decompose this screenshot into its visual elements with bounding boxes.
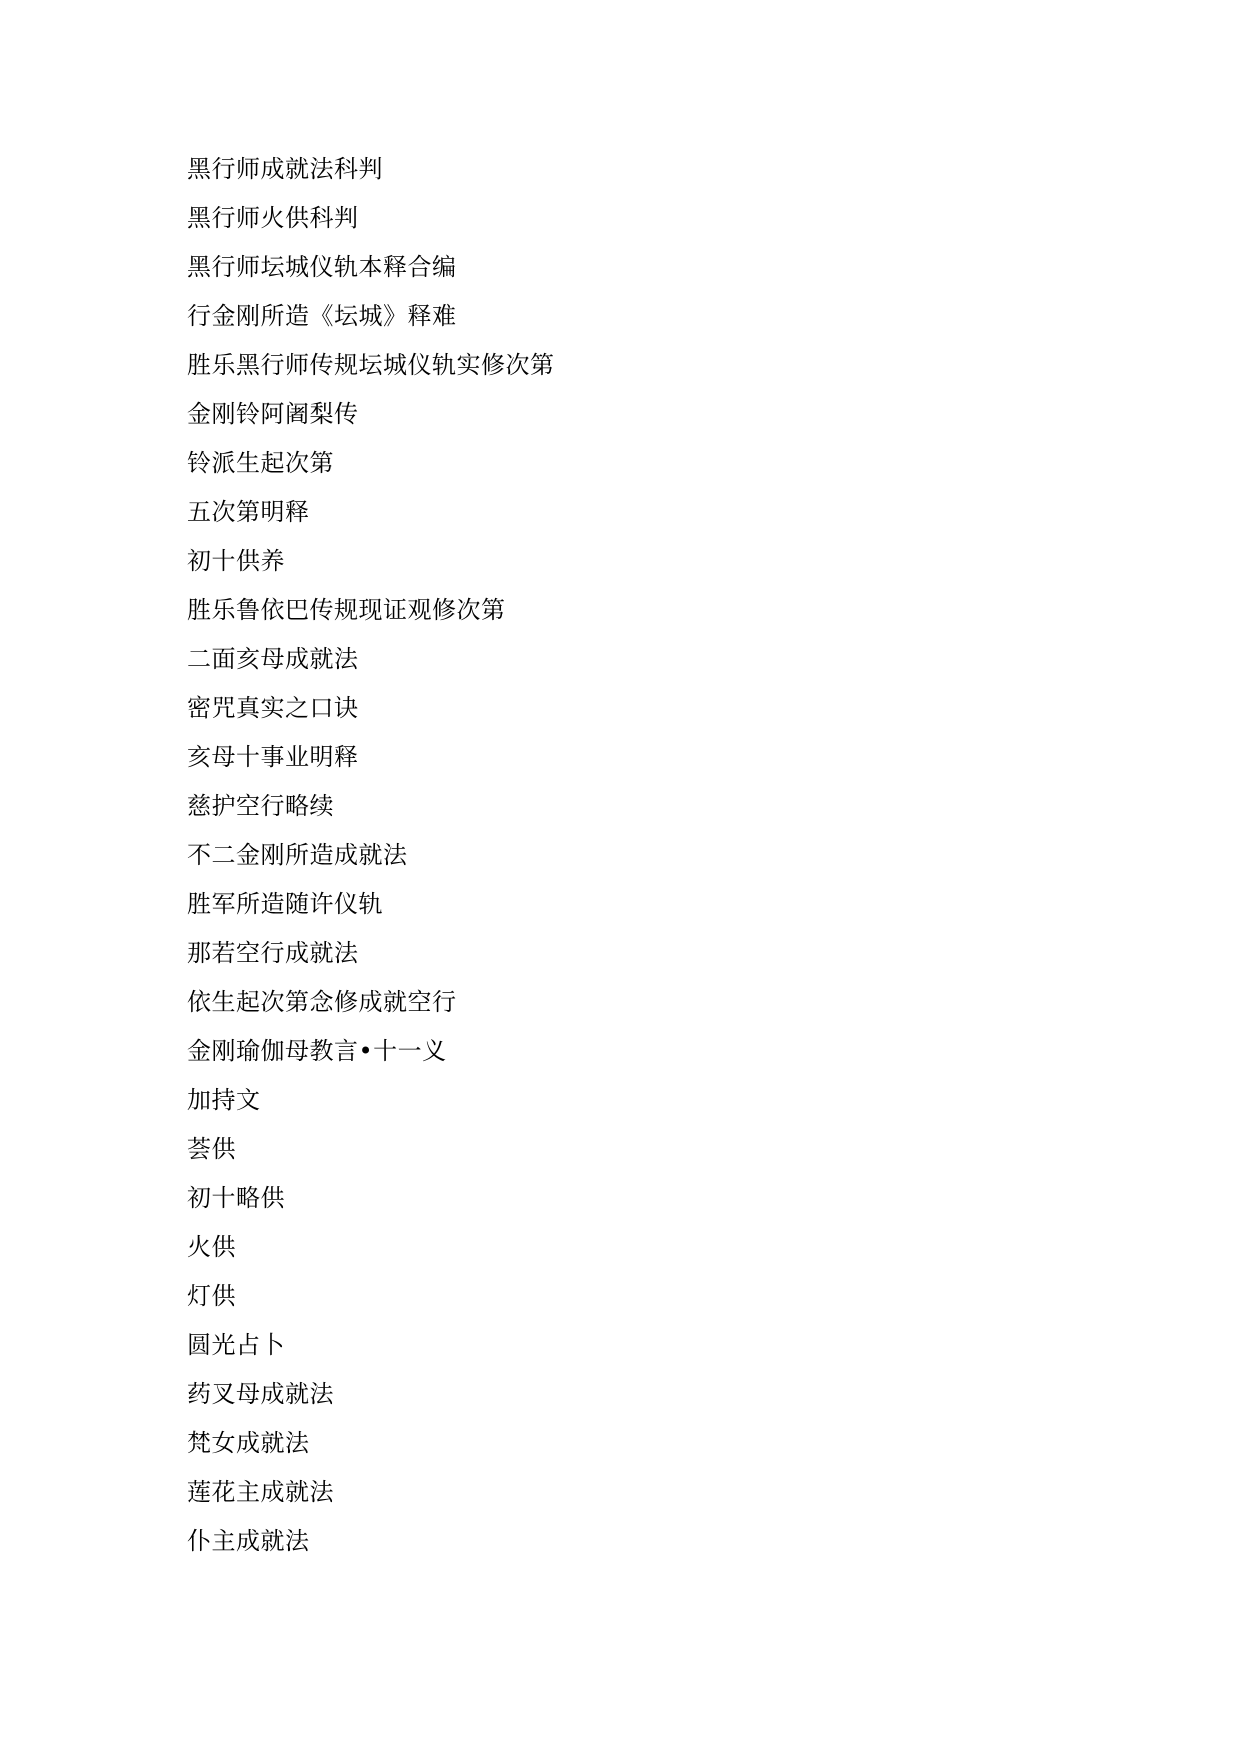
document-line: 二面亥母成就法 [187, 645, 359, 673]
document-line: 依生起次第念修成就空行 [187, 988, 457, 1016]
document-line: 初十略供 [187, 1184, 285, 1212]
document-line: 莲花主成就法 [187, 1478, 334, 1506]
title-list [187, 145, 1140, 1566]
document-line: 不二金刚所造成就法 [187, 841, 408, 869]
document-line: 灯供 [187, 1282, 236, 1310]
document-line: 黑行师火供科判 [187, 204, 359, 232]
document-line: 五次第明释 [187, 498, 310, 526]
document-line: 密咒真实之口诀 [187, 694, 359, 722]
document-line: 仆主成就法 [187, 1527, 310, 1555]
document-line: 金刚铃阿阇梨传 [187, 400, 359, 428]
document-line: 慈护空行略续 [187, 792, 334, 820]
document-line: 铃派生起次第 [187, 449, 334, 477]
document-line: 药叉母成就法 [187, 1380, 334, 1408]
document-line: 亥母十事业明释 [187, 743, 359, 771]
document-line: 胜乐鲁依巴传规现证观修次第 [187, 596, 506, 624]
document-line: 梵女成就法 [187, 1429, 310, 1457]
document-line: 黑行师成就法科判 [187, 155, 383, 183]
document-line: 胜军所造随许仪轨 [187, 890, 383, 918]
document-line: 圆光占卜 [187, 1331, 285, 1359]
document-line: 行金刚所造《坛城》释难 [187, 302, 457, 330]
document-line: 火供 [187, 1233, 236, 1261]
document-line: 金刚瑜伽母教言•十一义 [187, 1037, 447, 1065]
document-line: 胜乐黑行师传规坛城仪轨实修次第 [187, 351, 555, 379]
document-line: 加持文 [187, 1086, 261, 1114]
document-line: 荟供 [187, 1135, 236, 1163]
document-line: 那若空行成就法 [187, 939, 359, 967]
document-line: 黑行师坛城仪轨本释合编 [187, 253, 457, 281]
document-line: 初十供养 [187, 547, 285, 575]
